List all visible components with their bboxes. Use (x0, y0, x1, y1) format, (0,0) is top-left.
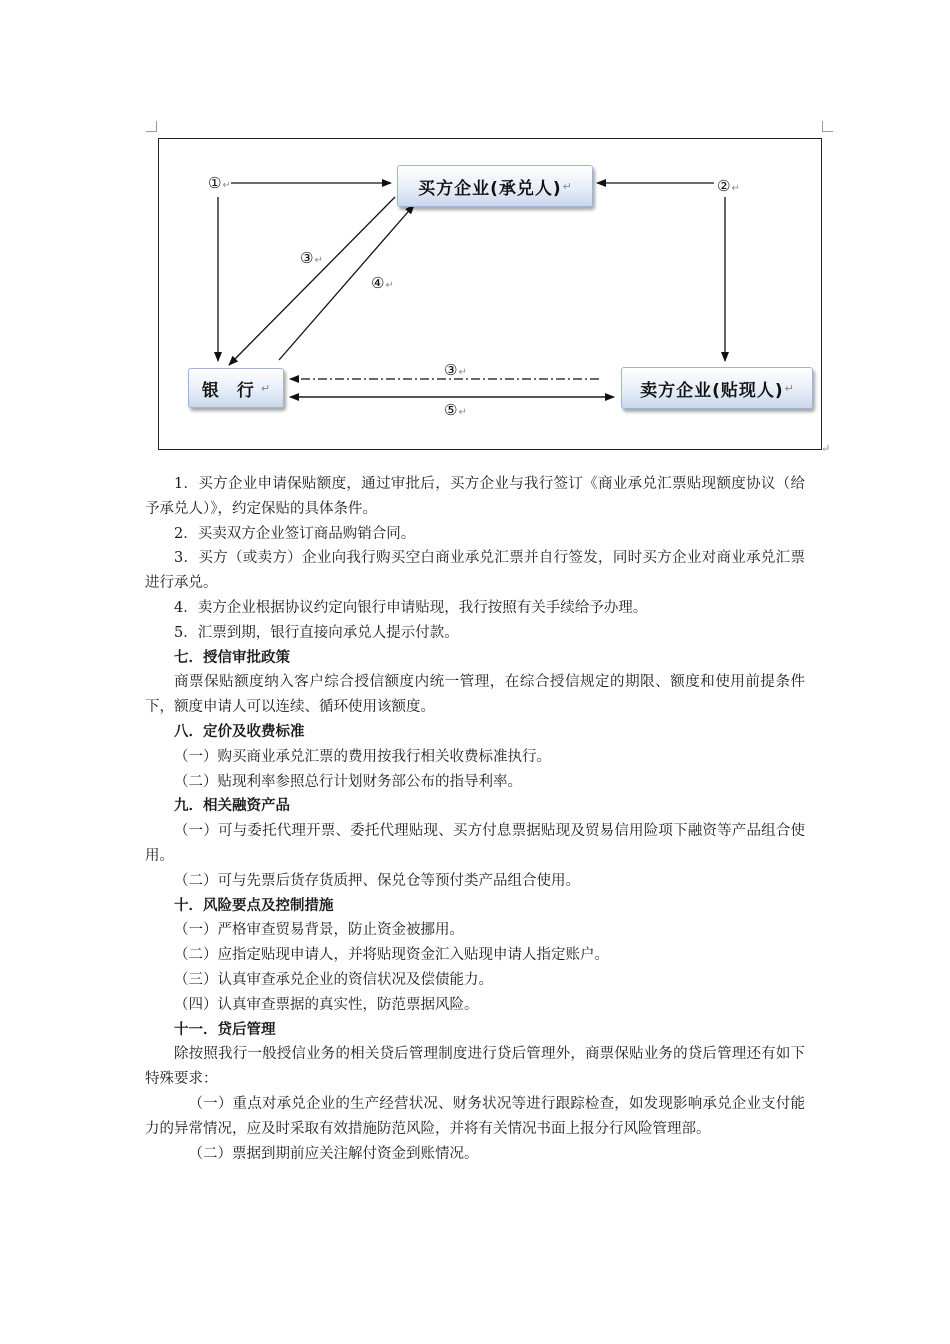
section-heading-8: 八．定价及收费标准 (174, 723, 305, 740)
section-7-body: 商票保贴额度纳入客户综合授信额度内统一管理，在综合授信规定的期限、额度和使用前提条件下，额度申请人可以连续、循环使用该额度。 (145, 674, 805, 716)
document-body (145, 472, 805, 1166)
step-marker-3-diagonal: ③↵ (300, 249, 323, 267)
section-10-item: （三）认真审查承兑企业的资信状况及偿债能力。 (174, 971, 493, 988)
section-11-intro: 除按照我行一般授信业务的相关贷后管理制度进行贷后管理外，商票保贴业务的贷后管理还有如下特殊要求： (145, 1046, 805, 1088)
section-10-item: （二）应指定贴现申请人，并将贴现资金汇入贴现申请人指定账户。 (174, 947, 609, 964)
section-heading-10: 十．风险要点及控制措施 (174, 897, 334, 914)
step-marker-3-horizontal: ③↵ (444, 361, 467, 379)
section-11-item: （二）票据到期前应关注解付资金到账情况。 (188, 1145, 479, 1162)
section-10-item: （一）严格审查贸易背景，防止资金被挪用。 (174, 922, 464, 939)
section-heading-11: 十一．贷后管理 (174, 1021, 276, 1038)
diagram-return-mark: ↵ (821, 442, 831, 455)
page-corner-mark-top-left (146, 121, 157, 132)
process-step: 1．买方企业申请保贴额度，通过审批后，买方企业与我行签订《商业承兑汇票贴现额度协议（给予承兑人）》，约定保贴的具体条件。 (145, 476, 805, 517)
process-step: 3．买方（或卖方）企业向我行购买空白商业承兑汇票并自行签发，同时买方企业对商业承兑汇票进行承兑。 (145, 550, 805, 592)
return-mark: ↵ (260, 381, 271, 395)
section-heading-9: 九．相关融资产品 (174, 798, 290, 815)
process-flow-diagram (158, 138, 822, 450)
return-mark: ↵ (562, 179, 572, 193)
buyer-enterprise-box (397, 165, 593, 207)
section-heading-7: 七．授信审批政策 (174, 649, 290, 666)
section-10-item: （四）认真审查票据的真实性，防范票据风险。 (174, 996, 479, 1013)
process-step: 5．汇票到期，银行直接向承兑人提示付款。 (174, 624, 459, 641)
step-marker-4: ④↵ (371, 274, 394, 292)
buyer-enterprise-label: 买方企业(承兑人) (418, 178, 562, 199)
page-corner-mark-top-right (822, 121, 833, 132)
return-mark: ↵ (784, 381, 794, 395)
seller-enterprise-box (621, 367, 813, 409)
section-9-item: （一）可与委托代理开票、委托代理贴现、买方付息票据贴现及贸易信用险项下融资等产品组合使用。 (145, 823, 805, 864)
step-marker-5: ⑤↵ (444, 401, 467, 419)
process-step: 2．买卖双方企业签订商品购销合同。 (174, 525, 416, 542)
bank-label: 银 行 (201, 380, 260, 401)
process-step: 4．卖方企业根据协议约定向银行申请贴现，我行按照有关手续给予办理。 (174, 599, 648, 616)
step-marker-2: ②↵ (717, 177, 740, 195)
step-marker-1: ①↵ (208, 174, 231, 192)
section-11-item: （一）重点对承兑企业的生产经营状况、财务状况等进行跟踪检查，如发现影响承兑企业支付能力的异常情况，应及时采取有效措施防范风险，并将有关情况书面上报分行风险管理部。 (145, 1095, 805, 1137)
bank-box (188, 368, 284, 408)
section-8-item: （一）购买商业承兑汇票的费用按我行相关收费标准执行。 (174, 748, 551, 765)
seller-enterprise-label: 卖方企业(贴现人) (640, 380, 784, 401)
section-8-item: （二）贴现利率参照总行计划财务部公布的指导利率。 (174, 773, 522, 790)
section-9-item: （二）可与先票后货存货质押、保兑仓等预付类产品组合使用。 (174, 872, 580, 889)
